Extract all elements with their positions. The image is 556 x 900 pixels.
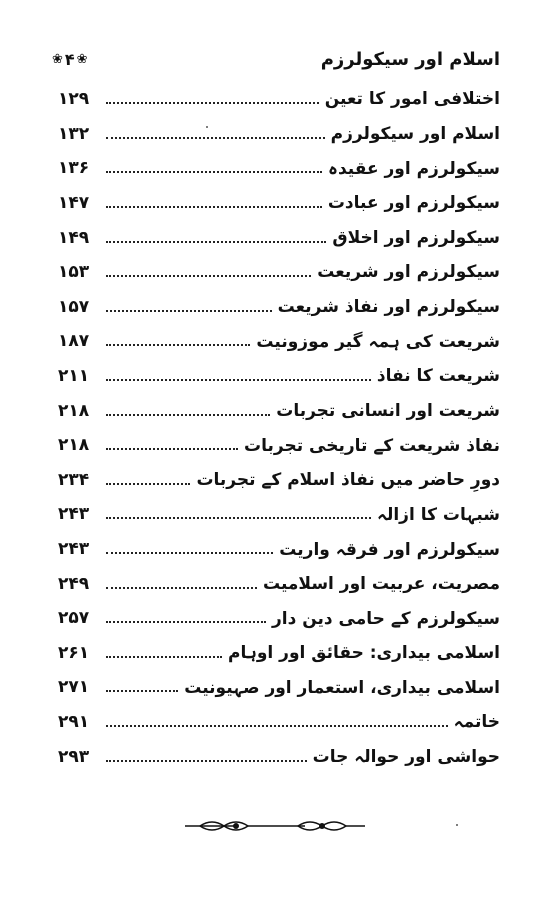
toc-entry-title: حواشی اور حوالہ جات xyxy=(312,747,500,768)
toc-entry xyxy=(58,463,500,498)
toc-entry-title: خاتمہ xyxy=(453,712,500,733)
dot-leader xyxy=(106,587,257,589)
toc-entry-page: ۲۴۳ xyxy=(58,504,90,525)
toc-entry-title: اسلام اور سیکولرزم xyxy=(330,123,500,144)
toc-entry xyxy=(58,290,500,325)
toc-entry-page: ۲۴۹ xyxy=(58,573,90,594)
toc-entry-title: شریعت کا نفاذ xyxy=(376,366,500,387)
ornament-left-icon: ❀ xyxy=(52,51,63,67)
dot-leader xyxy=(106,656,222,658)
page-number: ۴ xyxy=(64,49,75,69)
toc-entry-page: ۱۳۶ xyxy=(58,158,90,179)
dot-leader xyxy=(106,621,266,623)
page-header xyxy=(52,44,500,74)
dot-leader xyxy=(106,725,448,727)
toc-entry-title: سیکولرزم کے حامی دین دار xyxy=(271,608,500,629)
dot-leader xyxy=(106,379,371,381)
dot-leader xyxy=(106,552,273,554)
footer-ornament-icon xyxy=(180,815,370,837)
toc-entry xyxy=(58,186,500,221)
toc-entry xyxy=(58,220,500,255)
toc-entry-page: ۱۳۲ xyxy=(58,123,90,144)
toc-entry-page: ۲۵۷ xyxy=(58,608,90,629)
toc-entry xyxy=(58,428,500,463)
running-title: اسلام اور سیکولرزم xyxy=(320,48,500,70)
toc-entry-page: ۱۵۳ xyxy=(58,262,90,283)
toc-entry-title: اسلامی بیداری: حقائق اور اوہام xyxy=(228,643,500,664)
dot-leader xyxy=(106,171,322,173)
dot-leader xyxy=(106,102,319,104)
toc-entry-page: ۱۵۷ xyxy=(58,296,90,317)
toc-entry xyxy=(58,497,500,532)
toc-entry-title: شبہات کا ازالہ xyxy=(377,504,500,525)
table-of-contents xyxy=(58,82,500,774)
toc-entry-page: ۱۸۷ xyxy=(58,331,90,352)
dot-leader xyxy=(106,241,326,243)
toc-entry xyxy=(58,117,500,152)
toc-entry xyxy=(58,324,500,359)
dot-leader xyxy=(106,517,371,519)
toc-entry-title: مصریت، عربیت اور اسلامیت xyxy=(262,573,500,594)
toc-entry-page: ۲۳۴ xyxy=(58,469,90,490)
toc-entry xyxy=(58,636,500,671)
toc-entry xyxy=(58,670,500,705)
toc-entry xyxy=(58,601,500,636)
toc-entry-page: ۲۹۱ xyxy=(58,711,90,732)
toc-entry xyxy=(58,359,500,394)
dot-leader xyxy=(106,275,311,277)
paper-speck xyxy=(456,824,458,826)
toc-entry-page: ۲۱۸ xyxy=(58,435,90,456)
page-number-badge xyxy=(52,50,88,69)
toc-entry-title: دورِ حاضر میں نفاذ اسلام کے تجربات xyxy=(196,470,500,491)
dot-leader xyxy=(106,483,190,485)
toc-entry xyxy=(58,532,500,567)
toc-entry-page: ۱۴۷ xyxy=(58,193,90,214)
dot-leader xyxy=(106,448,238,450)
toc-entry xyxy=(58,255,500,290)
toc-entry-title: اسلامی بیداری، استعمار اور صہیونیت xyxy=(184,677,500,698)
toc-entry xyxy=(58,705,500,740)
dot-leader xyxy=(106,310,272,312)
toc-entry-title: اختلافی امور کا تعین xyxy=(324,89,500,110)
toc-entry-page: ۱۲۹ xyxy=(58,89,90,110)
toc-entry-page: ۲۷۱ xyxy=(58,677,90,698)
toc-entry-page: ۲۶۱ xyxy=(58,642,90,663)
toc-entry xyxy=(58,739,500,774)
toc-entry-page: ۲۱۸ xyxy=(58,400,90,421)
toc-entry-title: سیکولرزم اور فرقہ واریت xyxy=(279,539,500,560)
dot-leader xyxy=(106,760,307,762)
toc-entry-page: ۲۱۱ xyxy=(58,366,90,387)
toc-entry xyxy=(58,82,500,117)
toc-entry-title: سیکولرزم اور شریعت xyxy=(317,262,500,283)
toc-entry-page: ۱۴۹ xyxy=(58,227,90,248)
toc-entry-title: شریعت اور انسانی تجربات xyxy=(276,400,500,421)
toc-entry-title: سیکولرزم اور عقیدہ xyxy=(328,158,500,179)
toc-entry xyxy=(58,566,500,601)
toc-entry-page: ۲۴۳ xyxy=(58,539,90,560)
dot-leader xyxy=(106,206,322,208)
toc-entry-title: نفاذ شریعت کے تاریخی تجربات xyxy=(244,435,500,456)
toc-entry-title: سیکولرزم اور نفاذ شریعت xyxy=(277,296,500,317)
dot-leader xyxy=(106,137,325,139)
toc-entry-title: شریعت کی ہمہ گیر موزونیت xyxy=(256,331,500,352)
toc-entry-page: ۲۹۳ xyxy=(58,746,90,767)
ornament-right-icon: ❀ xyxy=(76,51,88,67)
toc-entry xyxy=(58,151,500,186)
toc-entry-title: سیکولرزم اور اخلاق xyxy=(332,227,500,248)
toc-entry xyxy=(58,393,500,428)
dot-leader xyxy=(106,344,250,346)
paper-speck xyxy=(206,126,208,128)
dot-leader xyxy=(106,690,178,692)
dot-leader xyxy=(106,414,270,416)
toc-entry-title: سیکولرزم اور عبادت xyxy=(327,193,500,214)
